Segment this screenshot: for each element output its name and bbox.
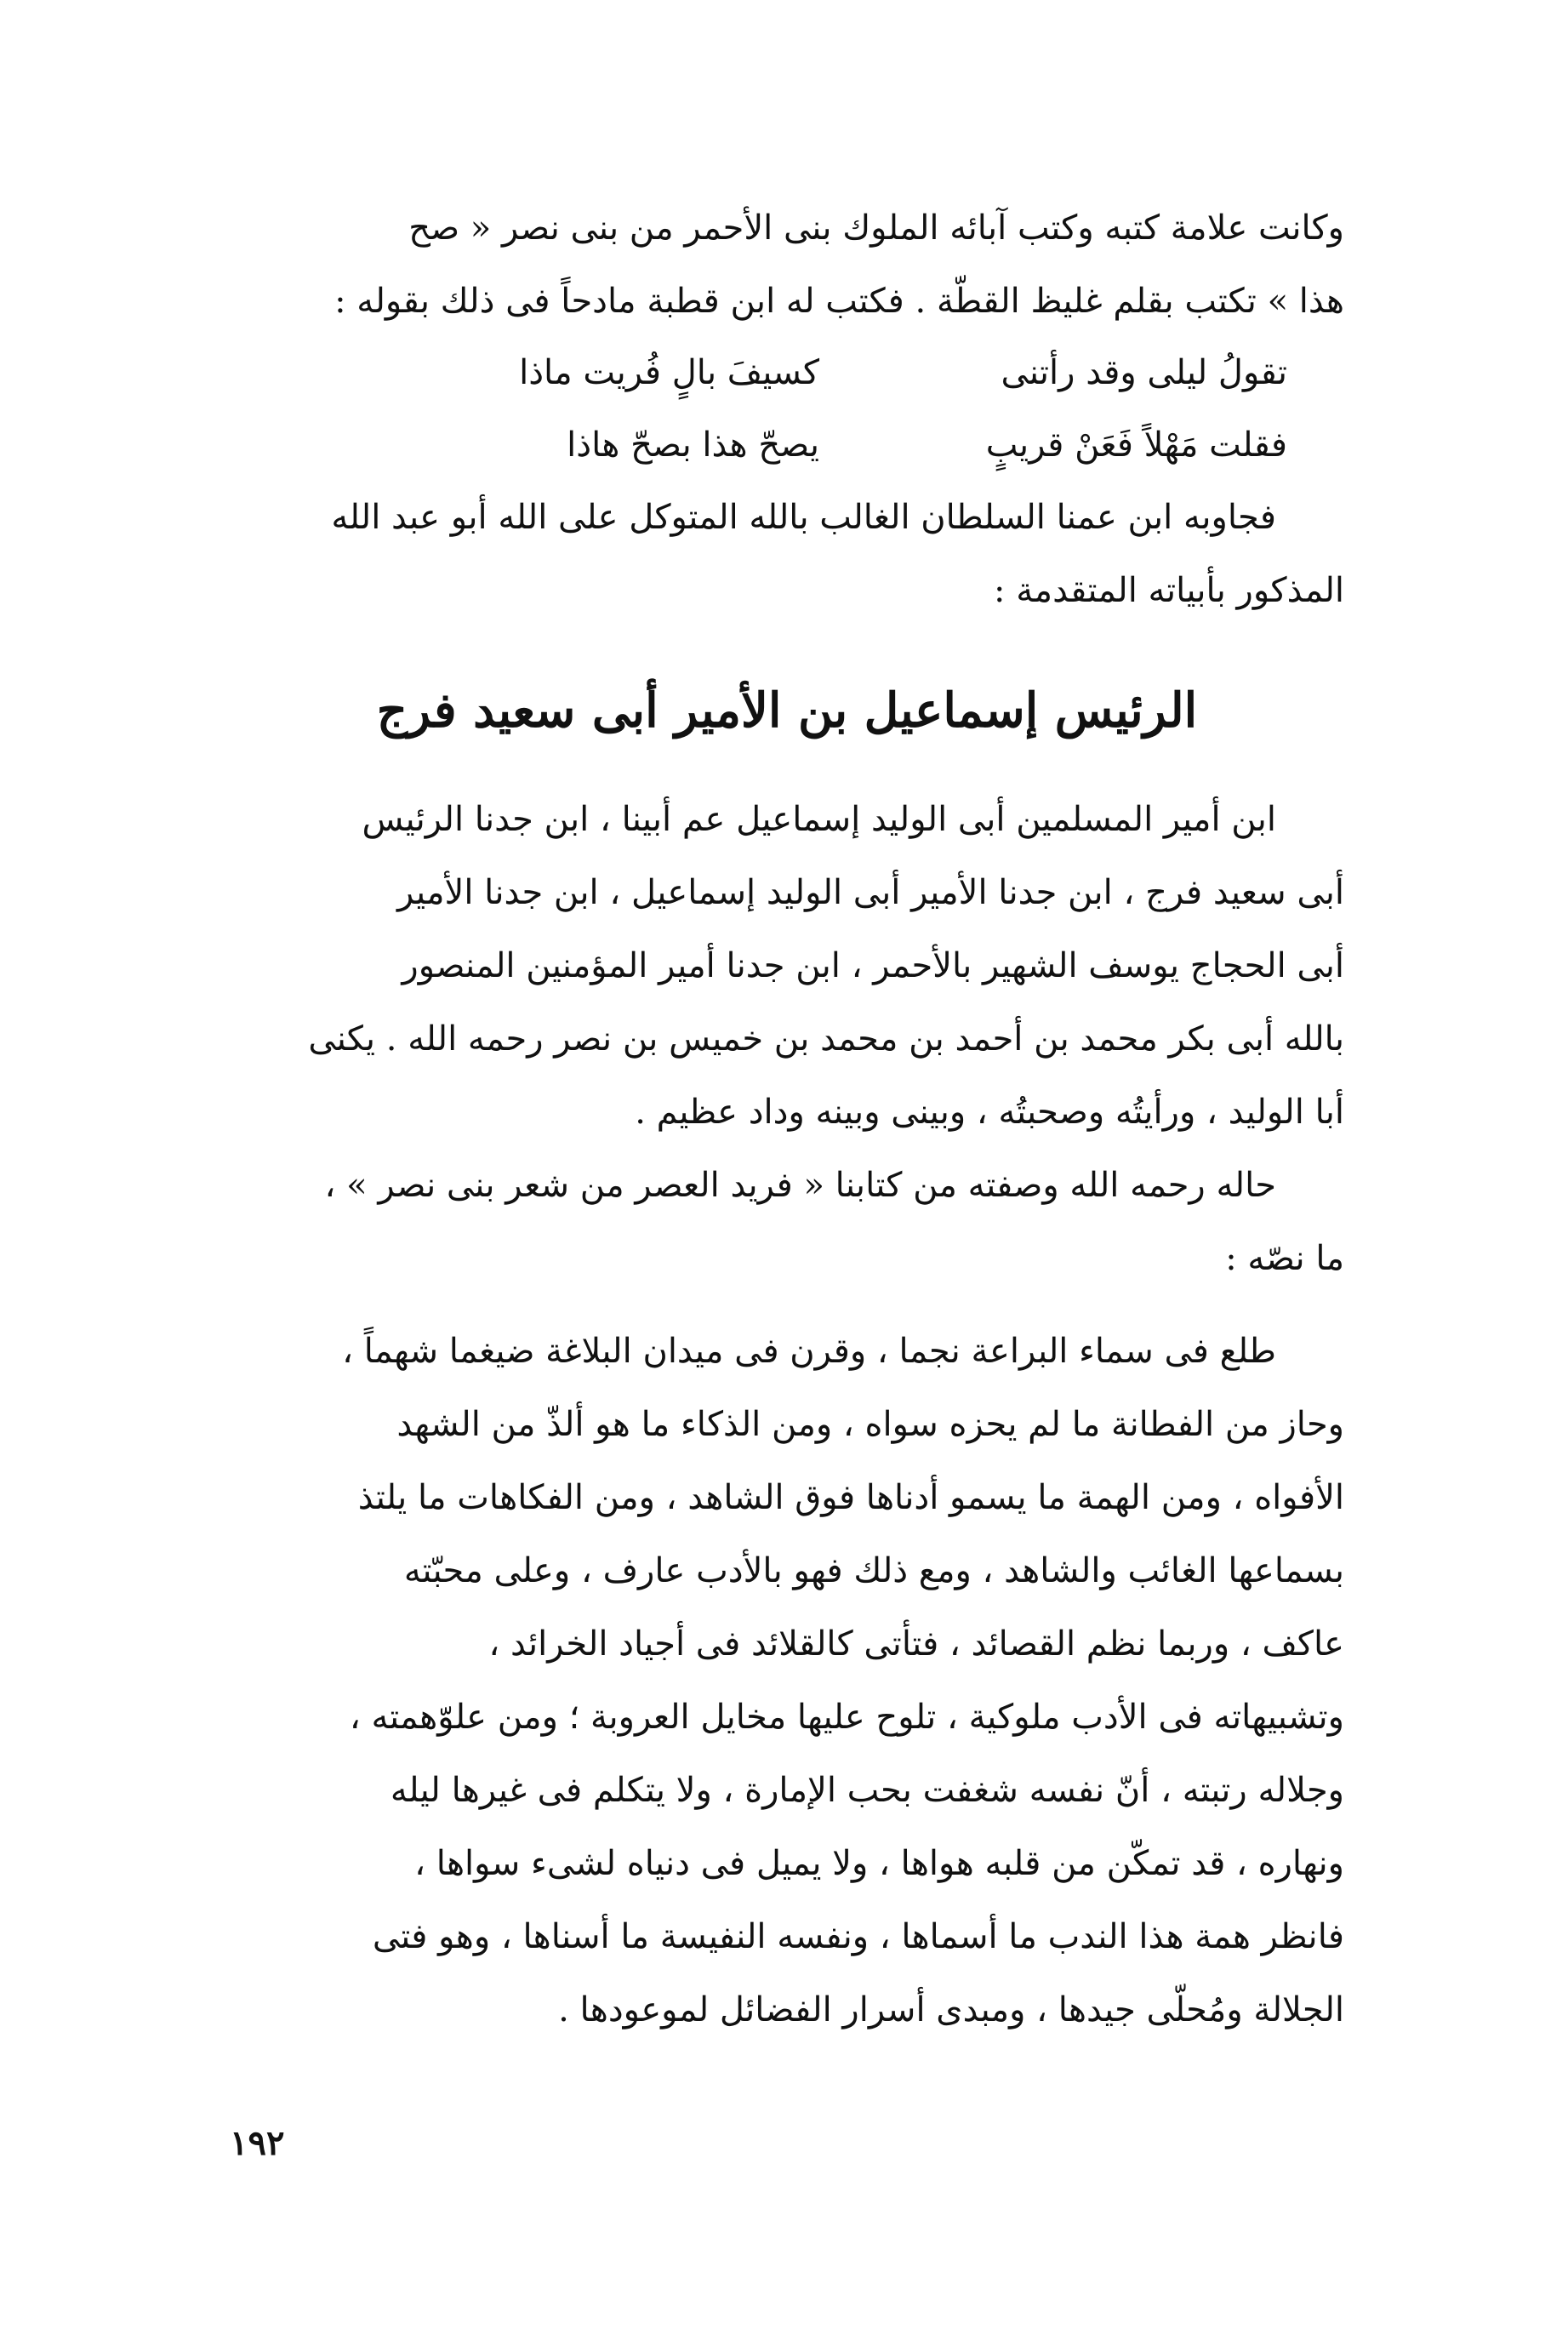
verse-2-second-hemistich: يصحّ هذا بصحّ هاذا [567,425,819,465]
text-line: أبى الحجاج يوسف الشهير بالأحمر ، ابن جدنا أمير المؤمنين المنصور [402,946,1344,985]
verse-1-first-hemistich: تقولُ ليلى وقد رأتنى [1001,353,1287,392]
reply-paragraph [230,481,1344,627]
text-line: طلع فى سماء البراعة نجما ، وقرن فى ميدان البلاغة ضيغما شهماً ، [342,1332,1276,1371]
page-number: ١٩٢ [230,2123,285,2163]
text-line: وجلاله رتبته ، أنّ نفسه شغفت بحب الإمارة ، ولا يتكلم فى غيرها ليله [390,1771,1344,1810]
text-line: ونهاره ، قد تمكّن من قلبه هواها ، ولا يميل فى دنياه لشىء سواها ، [414,1844,1344,1883]
text-line: بسماعها الغائب والشاهد ، ومع ذلك فهو بالأدب عارف ، وعلى محبّته [403,1551,1344,1590]
description-intro-paragraph [230,1149,1344,1295]
text-line: عاكف ، وربما نظم القصائد ، فتأتى كالقلائد فى أجياد الخرائد ، [488,1624,1344,1664]
text-line: أبى سعيد فرج ، ابن جدنا الأمير أبى الوليد إسماعيل ، ابن جدنا الأمير [396,873,1344,912]
biography-paragraph [230,783,1344,1149]
description-paragraph [230,1315,1344,2046]
text-line: ما نصّه : [1225,1239,1344,1278]
verse-2-first-hemistich: فقلت مَهْلاً فَعَنْ قريبٍ [985,425,1287,465]
text-line: وكانت علامة كتبه وكتب آبائه الملوك بنى الأحمر من بنى نصر « صح [408,208,1344,248]
text-line: فجاوبه ابن عمنا السلطان الغالب بالله المتوكل على الله أبو عبد الله [331,498,1276,537]
text-line: وتشبيهاته فى الأدب ملوكية ، تلوح عليها مخايل العروبة ؛ ومن علوّهمته ، [349,1698,1344,1737]
text-line: هذا » تكتب بقلم غليظ القطّة . فكتب له ابن قطبة مادحاً فى ذلك بقوله : [334,282,1344,321]
text-line: ابن أمير المسلمين أبى الوليد إسماعيل عم أبينا ، ابن جدنا الرئيس [362,800,1276,839]
intro-paragraph [230,191,1344,338]
section-heading: الرئيس إسماعيل بن الأمير أبى سعيد فرج [376,682,1198,739]
text-line: الأفواه ، ومن الهمة ما يسمو أدناها فوق الشاهد ، ومن الفكاهات ما يلتذ [357,1478,1344,1517]
verse-1-second-hemistich: كسيفَ بالٍ فُريت ماذا [519,353,819,392]
text-line: أبا الوليد ، ورأيتُه وصحبتُه ، وبينى وبينه وداد عظيم . [635,1093,1344,1132]
text-line: بالله أبى بكر محمد بن أحمد بن محمد بن خميس بن نصر رحمه الله . يكنى [308,1019,1344,1059]
text-line: الجلالة ومُحلّى جيدها ، ومبدى أسرار الفضائل لموعودها . [558,1990,1344,2029]
text-line: وحاز من الفطانة ما لم يحزه سواه ، ومن الذكاء ما هو ألذّ من الشهد [396,1405,1344,1444]
text-line: حاله رحمه الله وصفته من كتابنا « فريد العصر من شعر بنى نصر » ، [324,1166,1276,1205]
text-line: المذكور بأبياته المتقدمة : [994,571,1344,610]
text-line: فانظر همة هذا الندب ما أسماها ، ونفسه النفيسة ما أسناها ، وهو فتى [372,1917,1344,1956]
